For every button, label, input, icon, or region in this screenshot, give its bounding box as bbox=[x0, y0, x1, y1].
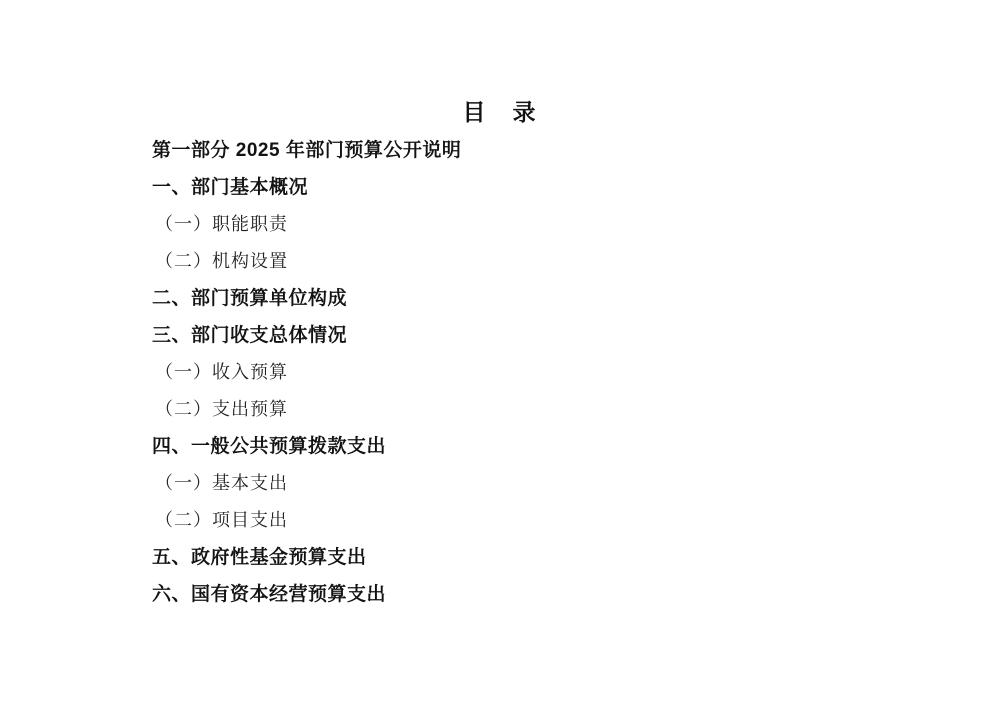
toc-entry-section-6: 六、国有资本经营预算支出 bbox=[152, 584, 387, 605]
toc-entry-subsection: （二）项目支出 bbox=[155, 510, 288, 531]
toc-entry-section-2: 二、部门预算单位构成 bbox=[152, 288, 348, 309]
toc-entry-subsection: （一）基本支出 bbox=[155, 473, 288, 494]
toc-entry-part1: 第一部分 2025 年部门预算公开说明 bbox=[152, 140, 462, 161]
table-of-contents bbox=[152, 141, 852, 622]
toc-entry-section-4: 四、一般公共预算拨款支出 bbox=[152, 436, 387, 457]
toc-entry-subsection: （一）职能职责 bbox=[155, 214, 288, 235]
toc-entry-subsection: （一）收入预算 bbox=[155, 362, 288, 383]
toc-entry-section-5: 五、政府性基金预算支出 bbox=[152, 547, 367, 568]
toc-entry-subsection: （二）支出预算 bbox=[155, 399, 288, 420]
toc-entry-section-1: 一、部门基本概况 bbox=[152, 177, 309, 198]
toc-entry-subsection: （二）机构设置 bbox=[155, 251, 288, 272]
toc-entry-section-3: 三、部门收支总体情况 bbox=[152, 325, 348, 346]
page-title: 目 录 bbox=[462, 99, 538, 125]
